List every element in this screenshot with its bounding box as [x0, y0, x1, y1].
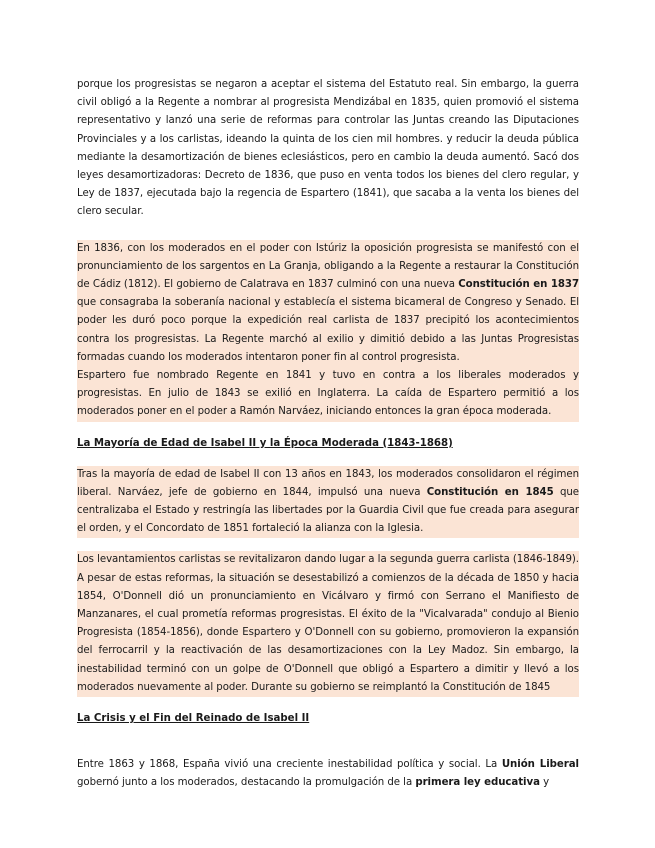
- heading-mayoria-de-edad: La Mayoría de Edad de Isabel II y la Época Moderada (1843-1868): [77, 437, 453, 449]
- heading-crisis-fin-reinado: La Crisis y el Fin del Reinado de Isabel II: [77, 713, 310, 725]
- paragraph-levantamientos-carlistas: Los levantamientos carlistas se revitalizaron dando lugar a la segunda guerra carlista (1846-1849). A pesar de estas reformas, la situación se desestabilizó a comienzos de la década de 1850 y hacia 1854, O'Donnell dió un pronunciamiento en Vicálvaro y firmó con Serrano el Manifiesto de Manzanares, el cual prometía reformas progresistas. El éxito de la "Vicalvarada" condujo al Bienio Progresista (1854-1856), donde Espartero y O'Donnell con su gobierno, promovieron la expansión del ferrocarril y la reactivación de las desamortizaciones con la Ley Madoz. Sin embargo, la inestabilidad terminó con un golpe de O'Donnell que obligó a Espartero a dimitir y llevó a los moderados nuevamente al poder. Durante su gobierno se reimplantó la Constitución de 1845: [77, 551, 579, 697]
- paragraph-constitucion-1845: Tras la mayoría de edad de Isabel II con 13 años en 1843, los moderados consolidaron el régimen liberal. Narváez, jefe de gobierno en 1844, impulsó una nueva Constitución en 1845 que centralizaba el Estado y restringía las libertades por la Guardia Civil que fue creada para asegurar el orden, y el Concordato de 1851 fortaleció la alianza con la Iglesia.: [77, 466, 579, 539]
- bold-constitucion-1837: Constitución en 1837: [458, 279, 580, 291]
- paragraph-estatuto-real: porque los progresistas se negaron a aceptar el sistema del Estatuto real. Sin embargo, la guerra civil obligó a la Regente a nombrar al progresista Mendizábal en 1835, quien promovió el sistema representativo y lanzó una serie de reformas para controlar las Juntas creando las Diputaciones Provinciales y a los carlistas, ideando la quinta de los cien mil hombres. y reducir la deuda pública mediante la desamortización de bienes eclesiásticos, pero en cambio la deuda aumentó. Sacó dos leyes desamortizadoras: Decreto de 1836, que puso en venta todos los bienes del clero regular, y Ley de 1837, ejecutada bajo la regencia de Espartero (1841), que sacaba a la venta los bienes del clero secular.: [77, 79, 579, 218]
- bold-constitucion-1845: Constitución en 1845: [426, 486, 554, 498]
- paragraph-espartero: Espartero fue nombrado Regente en 1841 y tuvo en contra a los liberales moderados y progresistas. En julio de 1843 se exilió en Inglaterra. La caída de Espartero permitió a los moderados poner en el poder a Ramón Narváez, iniciando entonces la gran época moderada.: [77, 367, 579, 422]
- paragraph-constitucion-1837: En 1836, con los moderados en el poder con Istúriz la oposición progresista se manifestó con el pronunciamiento de los sargentos en La Granja, obligando a la Regente a restaurar la Constitución de Cádiz (1812). El gobierno de Calatrava en 1837 culminó con una nueva Constitución en 1837 que consagraba la soberanía nacional y establecía el sistema bicameral de Congreso y Senado. El poder les duró poco porque la expedición real carlista de 1837 precipitó los acontecimientos contra los progresistas. La Regente marchó al exilio y dimitió debido a las Juntas Progresistas formadas cuando los moderados intentaron poner fin al control progresista.: [77, 240, 579, 367]
- bold-union-liberal: Unión Liberal: [501, 759, 579, 771]
- bold-primera-ley-educativa: primera ley educativa: [415, 777, 540, 789]
- paragraph-inestabilidad: Entre 1863 y 1868, España vivió una creciente inestabilidad política y social. La Unión Liberal gobernó junto a los moderados, destacando la promulgación de la primera ley educativa y: [77, 759, 579, 789]
